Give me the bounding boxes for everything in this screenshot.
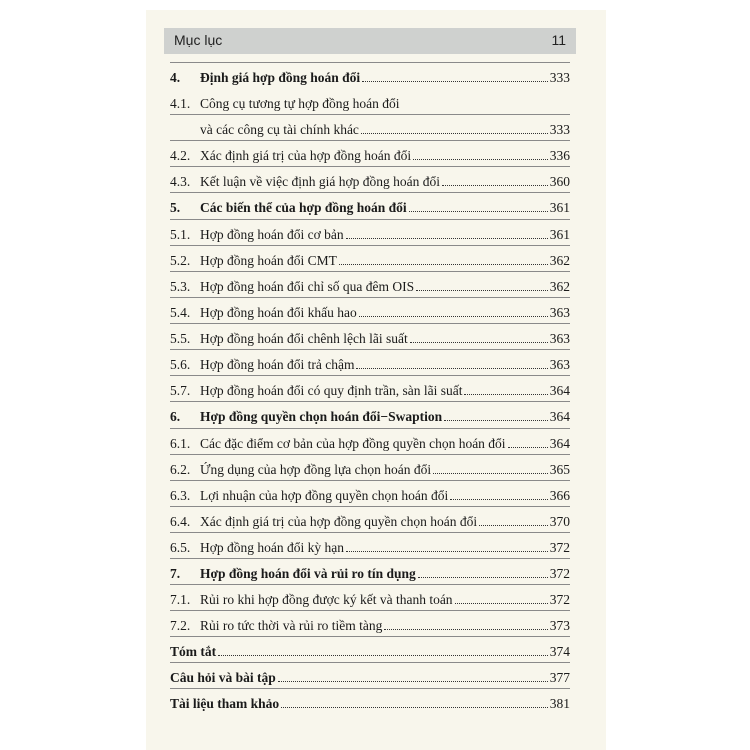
toc-entry-number: 4.1. — [170, 96, 191, 111]
dot-leader — [508, 447, 548, 448]
dot-leader — [409, 211, 548, 212]
toc-entry-page: 372 — [549, 566, 570, 581]
toc-entry-text: Hợp đồng hoán đổi và rủi ro tín dụng — [200, 566, 416, 581]
toc-entry-number: 6.3. — [170, 488, 191, 503]
row-separator — [170, 532, 570, 533]
toc-entry[interactable] — [170, 379, 570, 399]
row-separator — [170, 114, 570, 115]
toc-entry-text: Hợp đồng hoán đổi khấu hao — [200, 305, 357, 320]
toc-entry-text: Tóm tắt — [170, 644, 217, 659]
toc-entry[interactable] — [170, 275, 570, 295]
dot-leader — [464, 394, 547, 395]
row-separator — [170, 375, 570, 376]
row-separator — [170, 192, 570, 193]
toc-entry-page: 363 — [549, 331, 570, 346]
toc-entry-page: 377 — [549, 670, 570, 685]
toc-entry-page: 333 — [549, 70, 570, 85]
toc-entry-text-line1: Công cụ tương tự hợp đồng hoán đổi — [200, 96, 400, 111]
row-separator — [170, 636, 570, 637]
toc-entry-number: 4.3. — [170, 174, 191, 189]
page-header — [164, 28, 576, 54]
toc-entry-text: Hợp đồng hoán đổi chênh lệch lãi suất — [200, 331, 408, 346]
toc-entry-number: 6.4. — [170, 514, 191, 529]
toc-entry-page: 336 — [549, 148, 570, 163]
row-separator — [170, 219, 570, 220]
toc-entry[interactable] — [170, 666, 570, 686]
dot-leader — [479, 525, 548, 526]
toc-entry-number: 7. — [170, 566, 181, 581]
toc-entry-page: 363 — [549, 305, 570, 320]
dot-leader — [278, 681, 548, 682]
dot-leader — [356, 368, 547, 369]
toc-entry[interactable] — [170, 640, 570, 660]
dot-leader — [281, 707, 548, 708]
row-separator — [170, 271, 570, 272]
row-separator — [170, 506, 570, 507]
toc-entry[interactable] — [170, 66, 570, 86]
toc-entry-text: Hợp đồng quyền chọn hoán đổi−Swaption — [200, 409, 443, 424]
dot-leader — [455, 603, 548, 604]
toc-entry-text: Xác định giá trị của hợp đồng hoán đổi — [200, 148, 412, 163]
dot-leader — [444, 420, 548, 421]
toc-entry-page: 373 — [549, 618, 570, 633]
toc-entry[interactable] — [170, 458, 570, 478]
row-separator — [170, 584, 570, 585]
dot-leader — [416, 290, 548, 291]
toc-entry-text: Hợp đồng hoán đổi có quy định trần, sàn lãi suất — [200, 383, 463, 398]
toc-entry-page: 374 — [549, 644, 570, 659]
row-separator — [170, 401, 570, 402]
toc-entry-number: 4.2. — [170, 148, 191, 163]
toc-entry-number: 6. — [170, 409, 181, 424]
dot-leader — [384, 629, 547, 630]
toc-entry-text: Hợp đồng hoán đổi kỳ hạn — [200, 540, 344, 555]
toc-entry-number: 5.4. — [170, 305, 191, 320]
toc-entry-text: Ứng dụng của hợp đồng lựa chọn hoán đổi — [200, 462, 432, 477]
toc-entry-text: Lợi nhuận của hợp đồng quyền chọn hoán đổi — [200, 488, 449, 503]
row-separator — [170, 454, 570, 455]
row-separator — [170, 480, 570, 481]
toc-entry[interactable] — [170, 353, 570, 373]
dot-leader — [442, 185, 548, 186]
dot-leader — [346, 551, 548, 552]
toc-entry-text: Câu hỏi và bài tập — [170, 670, 276, 685]
toc-entry-page: 363 — [549, 357, 570, 372]
row-separator — [170, 166, 570, 167]
toc-entry-number: 6.2. — [170, 462, 191, 477]
toc-entry-text: Định giá hợp đồng hoán đổi — [200, 70, 361, 85]
row-separator — [170, 688, 570, 689]
toc-entry[interactable] — [170, 536, 570, 556]
toc-entry-page: 362 — [549, 253, 570, 268]
dot-leader — [433, 473, 548, 474]
toc-entry-number: 5.5. — [170, 331, 191, 346]
toc-entry-number: 5.2. — [170, 253, 191, 268]
dot-leader — [413, 159, 548, 160]
toc-entry-text: Hợp đồng hoán đổi trả chậm — [200, 357, 355, 372]
toc-entry-page: 372 — [549, 540, 570, 555]
toc-entry-text: và các công cụ tài chính khác — [200, 122, 359, 137]
toc-entry-page: 361 — [549, 227, 570, 242]
toc-entry-text: Hợp đồng hoán đổi chỉ số qua đêm OIS — [200, 279, 415, 294]
toc-entry[interactable] — [170, 118, 570, 138]
dot-leader — [410, 342, 548, 343]
toc-entry-page: 364 — [549, 436, 570, 451]
toc-entry-number: 5.7. — [170, 383, 191, 398]
row-separator — [170, 140, 570, 141]
dot-leader — [361, 133, 548, 134]
row-separator — [170, 428, 570, 429]
row-separator — [170, 610, 570, 611]
toc-entry-page: 365 — [549, 462, 570, 477]
dot-leader — [218, 655, 548, 656]
dot-leader — [362, 81, 548, 82]
toc-entry-text: Các biến thể của hợp đồng hoán đổi — [200, 200, 407, 215]
toc-entry-number: 4. — [170, 70, 181, 85]
toc-entry-page: 370 — [549, 514, 570, 529]
toc-entry-page: 361 — [549, 200, 570, 215]
toc-entry-text: Tài liệu tham khảo — [170, 696, 280, 711]
row-separator — [170, 323, 570, 324]
toc-entry-number: 7.1. — [170, 592, 191, 607]
toc-entry-number: 5.6. — [170, 357, 191, 372]
toc-entry-text: Hợp đồng hoán đổi CMT — [200, 253, 337, 268]
toc-entry-text: Các đặc điểm cơ bản của hợp đồng quyền chọn hoán đổi — [200, 436, 506, 451]
toc-entry-page: 364 — [549, 409, 570, 424]
toc-entry[interactable] — [170, 510, 570, 530]
toc-entry-page: 366 — [549, 488, 570, 503]
dot-leader — [418, 577, 548, 578]
row-separator — [170, 558, 570, 559]
toc-entry-number: 5.3. — [170, 279, 191, 294]
toc-entry-number: 7.2. — [170, 618, 191, 633]
header-title: Mục lục — [174, 32, 223, 48]
dot-leader — [346, 238, 548, 239]
toc-entry-number: 5. — [170, 200, 181, 215]
toc-entry[interactable] — [170, 223, 570, 243]
toc-entry[interactable] — [170, 432, 570, 452]
toc-entry-page: 360 — [549, 174, 570, 189]
toc-entry-text: Rủi ro khi hợp đồng được ký kết và thanh toán — [200, 592, 453, 607]
toc-entry[interactable] — [170, 301, 570, 321]
toc-entry-text: Hợp đồng hoán đổi cơ bản — [200, 227, 344, 242]
toc-entry[interactable] — [170, 327, 570, 347]
dot-leader — [450, 499, 548, 500]
toc-entry-page: 381 — [549, 696, 570, 711]
toc-entry[interactable] — [170, 196, 570, 216]
row-separator — [170, 245, 570, 246]
toc-entry[interactable] — [170, 484, 570, 504]
toc-entry-number: 5.1. — [170, 227, 191, 242]
toc-entry[interactable] — [170, 562, 570, 582]
toc-entry[interactable] — [170, 405, 570, 425]
toc-entry-text: Rủi ro tức thời và rủi ro tiềm tàng — [200, 618, 383, 633]
toc-entry-page: 333 — [549, 122, 570, 137]
header-page-number: 11 — [551, 32, 566, 48]
toc-entry-text: Xác định giá trị của hợp đồng quyền chọn hoán đổi — [200, 514, 478, 529]
toc-entry[interactable] — [170, 614, 570, 634]
toc-entry-page: 372 — [549, 592, 570, 607]
toc-entry[interactable] — [170, 249, 570, 269]
toc-entry[interactable] — [170, 692, 570, 712]
toc-entry[interactable] — [170, 588, 570, 608]
dot-leader — [359, 316, 548, 317]
toc-entry-number: 6.5. — [170, 540, 191, 555]
toc-entry-number: 6.1. — [170, 436, 191, 451]
row-separator — [170, 62, 570, 63]
toc-entry[interactable] — [170, 170, 570, 190]
toc-entry[interactable] — [170, 144, 570, 164]
toc-entry-page: 364 — [549, 383, 570, 398]
row-separator — [170, 349, 570, 350]
row-separator — [170, 297, 570, 298]
dot-leader — [339, 264, 548, 265]
row-separator — [170, 662, 570, 663]
toc-entry-page: 362 — [549, 279, 570, 294]
toc-entry-text: Kết luận về việc định giá hợp đồng hoán đổi — [200, 174, 440, 189]
